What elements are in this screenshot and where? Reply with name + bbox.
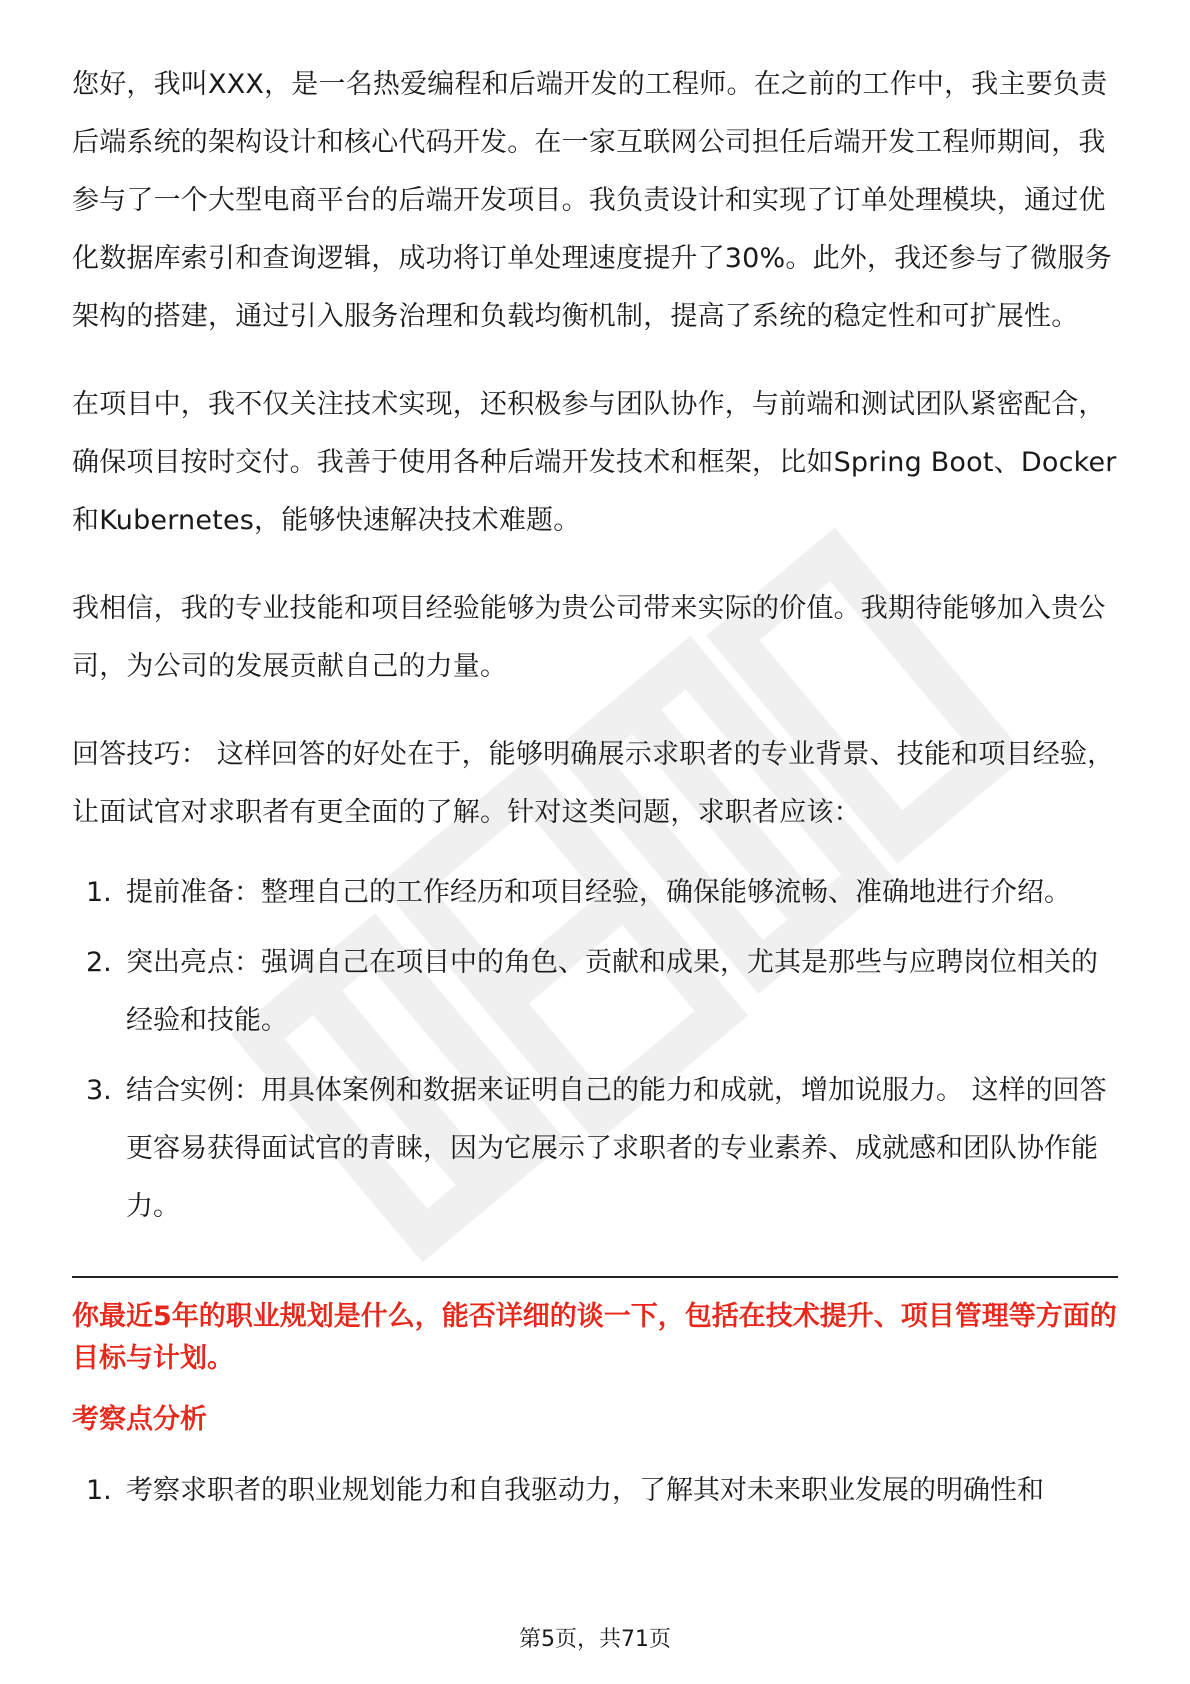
list-item-text: 考察求职者的职业规划能力和自我驱动力，了解其对未来职业发展的明确性和 <box>126 1475 1044 1506</box>
section-divider <box>72 1276 1118 1278</box>
list-item <box>72 864 1118 922</box>
list-item-number: 2. <box>86 947 112 978</box>
list-item-text: 提前准备：整理自己的工作经历和项目经验，确保能够流畅、准确地进行介绍。 <box>126 877 1071 908</box>
analysis-list <box>72 1462 1118 1520</box>
list-item-text: 结合实例：用具体案例和数据来证明自己的能力和成就，增加说服力。 这样的回答更容易获得面试官的青睐，因为它展示了求职者的专业素养、成就感和团队协作能力。 <box>126 1075 1107 1222</box>
list-item-text: 突出亮点：强调自己在项目中的角色、贡献和成果，尤其是那些与应聘岗位相关的经验和技能。 <box>126 947 1098 1036</box>
list-item-number: 1. <box>86 1475 112 1506</box>
tips-list <box>72 864 1118 1236</box>
page-number-footer: 第5页，共71页 <box>519 1627 671 1652</box>
list-item-number: 3. <box>86 1075 112 1106</box>
interview-question: 你最近5年的职业规划是什么，能否详细的谈一下，包括在技术提升、项目管理等方面的目标与计划。 <box>72 1301 1117 1374</box>
answer-paragraph-value: 我相信，我的专业技能和项目经验能够为贵公司带来实际的价值。我期待能够加入贵公司，为公司的发展贡献自己的力量。 <box>72 593 1106 682</box>
answer-tips-intro: 回答技巧： 这样回答的好处在于，能够明确展示求职者的专业背景、技能和项目经验，让面试官对求职者有更全面的了解。针对这类问题，求职者应该： <box>72 739 1115 828</box>
list-item <box>72 1462 1118 1520</box>
answer-paragraph-intro: 您好，我叫XXX，是一名热爱编程和后端开发的工程师。在之前的工作中，我主要负责后端系统的架构设计和核心代码开发。在一家互联网公司担任后端开发工程师期间，我参与了一个大型电商平台的后端开发项目。我负责设计和实现了订单处理模块，通过优化数据库索引和查询逻辑，成功将订单处理速度提升了30%。此外，我还参与了微服务架构的搭建，通过引入服务治理和负载均衡机制，提高了系统的稳定性和可扩展性。 <box>72 69 1112 332</box>
analysis-heading: 考察点分析 <box>72 1404 207 1435</box>
answer-paragraph-teamwork: 在项目中，我不仅关注技术实现，还积极参与团队协作，与前端和测试团队紧密配合，确保项目按时交付。我善于使用各种后端开发技术和框架，比如Spring Boot、Docker和Kubernetes，能够快速解决技术难题。 <box>72 389 1117 536</box>
list-item <box>72 934 1118 1050</box>
list-item-number: 1. <box>86 877 112 908</box>
main-content <box>72 56 1118 1532</box>
list-item <box>72 1062 1118 1236</box>
